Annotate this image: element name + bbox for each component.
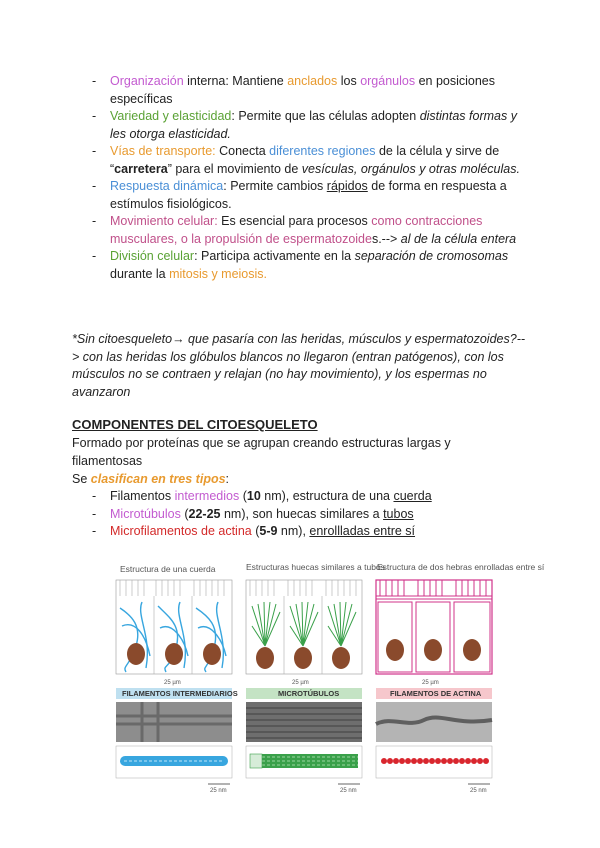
- term: División celular: [110, 249, 195, 263]
- list-item: - Variedad y elasticidad: Permite que las células adopten distintas formas y les otorga elasticidad.: [92, 109, 517, 141]
- term: Respuesta dinámica: [110, 179, 224, 193]
- term: Variedad y elasticidad: [110, 109, 232, 123]
- term: Vías de transporte:: [110, 144, 216, 158]
- component-list: [92, 488, 532, 541]
- svg-text:FILAMENTOS DE ACTINA: FILAMENTOS DE ACTINA: [390, 689, 482, 698]
- list-item: - Respuesta dinámica: Permite cambios rápidos de forma en respuesta a estímulos fisiológicos.: [92, 179, 507, 211]
- micrograph-intermediate: [116, 702, 232, 742]
- svg-text:25 µm: 25 µm: [164, 680, 181, 686]
- section-heading: COMPONENTES DEL CITOESQUELETO: [72, 417, 318, 432]
- cells-intermediate: [116, 580, 232, 686]
- cytoskeleton-figure: [112, 556, 545, 796]
- cells-actin: [376, 580, 492, 686]
- list-item: - Microtúbulos (22-25 nm), son huecas similares a tubos: [92, 506, 414, 521]
- cells-microtubule: [246, 580, 362, 686]
- list-item: - Organización interna: Mantiene anclados los orgánulos en posiciones específicas: [92, 74, 496, 106]
- svg-text:25 nm: 25 nm: [340, 788, 357, 794]
- caption-3: Estructura de dos hebras enrolladas entre sí: [377, 562, 545, 572]
- svg-text:25 µm: 25 µm: [422, 680, 439, 686]
- caption-1: Estructura de una cuerda: [120, 564, 216, 574]
- svg-text:25 nm: 25 nm: [470, 788, 487, 794]
- list-item: - Vías de transporte: Conecta diferentes regiones de la célula y sirve de “carretera” para el movimiento de vesículas, orgánulos y otras moléculas.: [92, 144, 520, 176]
- list-item: - Filamentos intermedios (10 nm), estructura de una cuerda: [92, 489, 432, 503]
- list-item: - Microfilamentos de actina (5-9 nm), enrollladas entre sí: [92, 524, 416, 538]
- caption-2: Estructuras huecas similares a tubos: [246, 562, 385, 572]
- microtubule-model: [250, 754, 358, 768]
- svg-text:25 nm: 25 nm: [210, 788, 227, 794]
- list-item: - Movimiento celular: Es esencial para procesos como contracciones musculares, o la propulsión de espermatozoides.--> al de la célula entera: [92, 214, 517, 246]
- term: Organización: [110, 74, 184, 88]
- term: Movimiento celular:: [110, 214, 218, 228]
- svg-text:FILAMENTOS INTERMEDIARIOS: FILAMENTOS INTERMEDIARIOS: [122, 689, 238, 698]
- list-item: - División celular: Participa activamente en la separación de cromosomas durante la mitosis y meiosis.: [92, 249, 509, 281]
- intro-paragraph: Formado por proteínas que se agrupan creando estructuras largas y filamentosas: [72, 436, 451, 468]
- note-paragraph: *Sin citoesqueleto→ que pasaría con las heridas, músculos y espermatozoides?--> con las heridas los glóbulos blancos no llegaron (entran patógenos), con los músculos no se contraen y relajan (no hay movimiento), y los espermas no avanzaron: [72, 332, 526, 399]
- classification-line: Se clasifican en tres tipos:: [72, 472, 230, 486]
- svg-text:25 µm: 25 µm: [292, 680, 309, 686]
- function-list: [92, 73, 532, 283]
- svg-text:MICROTÚBULOS: MICROTÚBULOS: [278, 689, 340, 698]
